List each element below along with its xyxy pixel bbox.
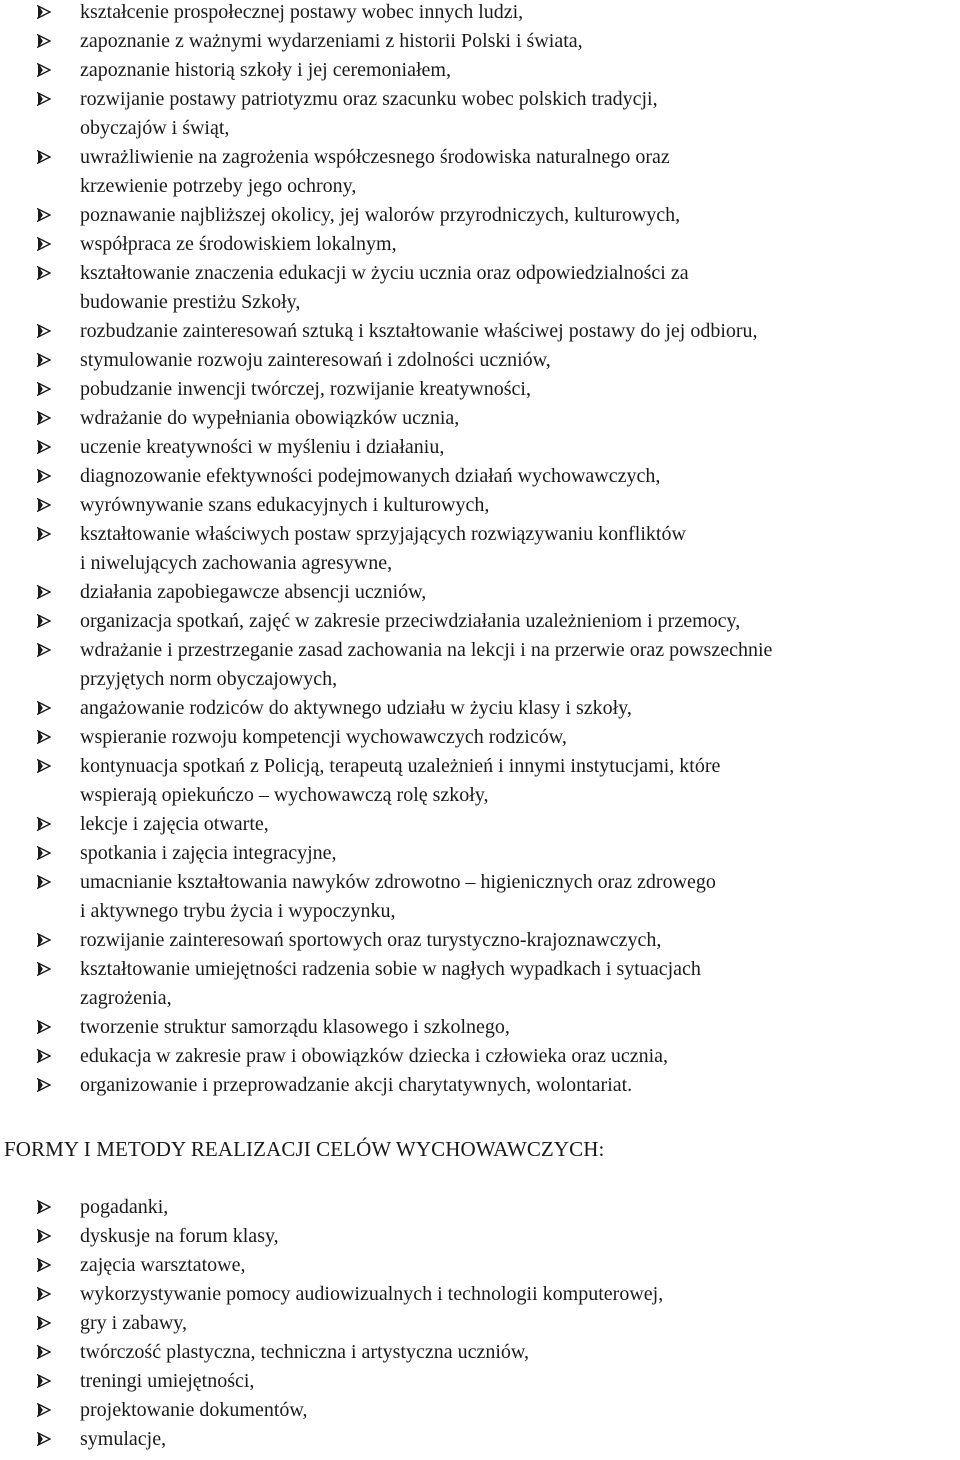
- methods-item: [0, 1367, 960, 1396]
- goals-item-text: kształtowanie umiejętności radzenia sobie w nagłych wypadkach i sytuacjach: [80, 958, 701, 980]
- methods-item-text: wykorzystywanie pomocy audiowizualnych i technologii komputerowej,: [80, 1283, 664, 1305]
- goals-item: [0, 1071, 960, 1100]
- arrowhead-bullet-icon: [37, 585, 51, 599]
- arrowhead-bullet-icon: [37, 1258, 51, 1272]
- arrowhead-bullet-icon: [37, 1200, 51, 1214]
- arrowhead-bullet-icon: [37, 208, 51, 222]
- arrowhead-bullet-icon: [37, 34, 51, 48]
- arrowhead-bullet-icon: [37, 875, 51, 889]
- goals-item: [0, 0, 960, 27]
- arrowhead-bullet-icon: [37, 933, 51, 947]
- arrowhead-bullet-icon: [37, 469, 51, 483]
- arrowhead-bullet-icon: [37, 614, 51, 628]
- methods-item: [0, 1193, 960, 1222]
- goals-item: [0, 317, 960, 346]
- goals-item-text: zagrożenia,: [80, 987, 172, 1009]
- goals-item-text: budowanie prestiżu Szkoły,: [80, 291, 301, 313]
- goals-item-text: rozbudzanie zainteresowań sztuką i kształtowanie właściwej postawy do jej odbioru,: [80, 320, 758, 342]
- methods-item-text: zajęcia warsztatowe,: [80, 1254, 246, 1276]
- methods-item: [0, 1280, 960, 1309]
- arrowhead-bullet-icon: [37, 1316, 51, 1330]
- goals-item: [0, 752, 960, 810]
- methods-item-text: treningi umiejętności,: [80, 1370, 255, 1392]
- goals-item-text: wyrównywanie szans edukacyjnych i kulturowych,: [80, 494, 490, 516]
- goals-item-text: uwrażliwienie na zagrożenia współczesnego środowiska naturalnego oraz: [80, 146, 670, 168]
- goals-item: [0, 85, 960, 143]
- goals-item: [0, 462, 960, 491]
- goals-item-text: krzewienie potrzeby jego ochrony,: [80, 175, 357, 197]
- goals-item: [0, 607, 960, 636]
- arrowhead-bullet-icon: [37, 411, 51, 425]
- arrowhead-bullet-icon: [37, 324, 51, 338]
- methods-item-text: symulacje,: [80, 1428, 167, 1450]
- arrowhead-bullet-icon: [37, 353, 51, 367]
- arrowhead-bullet-icon: [37, 1374, 51, 1388]
- methods-item: [0, 1251, 960, 1280]
- goals-item: [0, 259, 960, 317]
- methods-item: [0, 1338, 960, 1367]
- goals-item-text: angażowanie rodziców do aktywnego udziału w życiu klasy i szkoły,: [80, 697, 632, 719]
- goals-item-text: zapoznanie z ważnymi wydarzeniami z historii Polski i świata,: [80, 30, 583, 52]
- goals-item: [0, 723, 960, 752]
- arrowhead-bullet-icon: [37, 643, 51, 657]
- goals-item-text: umacnianie kształtowania nawyków zdrowotno – higienicznych oraz zdrowego: [80, 871, 716, 893]
- arrowhead-bullet-icon: [37, 440, 51, 454]
- goals-item: [0, 868, 960, 926]
- goals-item-text: pobudzanie inwencji twórczej, rozwijanie kreatywności,: [80, 378, 531, 400]
- goals-item-text: wspieranie rozwoju kompetencji wychowawczych rodziców,: [80, 726, 567, 748]
- goals-item-text: tworzenie struktur samorządu klasowego i szkolnego,: [80, 1016, 510, 1038]
- methods-item: [0, 1396, 960, 1425]
- goals-item-text: poznawanie najbliższej okolicy, jej walorów przyrodniczych, kulturowych,: [80, 204, 681, 226]
- goals-item: [0, 491, 960, 520]
- goals-item: [0, 143, 960, 201]
- goals-item: [0, 520, 960, 578]
- arrowhead-bullet-icon: [37, 1287, 51, 1301]
- goals-item-text: stymulowanie rozwoju zainteresowań i zdolności uczniów,: [80, 349, 551, 371]
- methods-item-text: twórczość plastyczna, techniczna i artystyczna uczniów,: [80, 1341, 530, 1363]
- goals-item: [0, 433, 960, 462]
- goals-item-text: działania zapobiegawcze absencji uczniów,: [80, 581, 427, 603]
- goals-item: [0, 27, 960, 56]
- goals-item-text: i niwelujących zachowania agresywne,: [80, 552, 393, 574]
- goals-item: [0, 955, 960, 1013]
- arrowhead-bullet-icon: [37, 92, 51, 106]
- goals-item-text: rozwijanie postawy patriotyzmu oraz szacunku wobec polskich tradycji,: [80, 88, 658, 110]
- arrowhead-bullet-icon: [37, 382, 51, 396]
- methods-item: [0, 1222, 960, 1251]
- section-heading: FORMY I METODY REALIZACJI CELÓW WYCHOWAWCZYCH:: [4, 1137, 605, 1161]
- arrowhead-bullet-icon: [37, 1020, 51, 1034]
- goals-item: [0, 810, 960, 839]
- goals-item-text: edukacja w zakresie praw i obowiązków dziecka i człowieka oraz ucznia,: [80, 1045, 669, 1067]
- arrowhead-bullet-icon: [37, 527, 51, 541]
- arrowhead-bullet-icon: [37, 1345, 51, 1359]
- goals-item: [0, 839, 960, 868]
- arrowhead-bullet-icon: [37, 759, 51, 773]
- goals-item-text: i aktywnego trybu życia i wypoczynku,: [80, 900, 396, 922]
- goals-item-text: zapoznanie historią szkoły i jej ceremoniałem,: [80, 59, 451, 81]
- goals-item-text: lekcje i zajęcia otwarte,: [80, 813, 269, 835]
- arrowhead-bullet-icon: [37, 1049, 51, 1063]
- goals-item-text: kształtowanie znaczenia edukacji w życiu ucznia oraz odpowiedzialności za: [80, 262, 689, 284]
- goals-item-text: spotkania i zajęcia integracyjne,: [80, 842, 337, 864]
- methods-list: [0, 1193, 960, 1454]
- goals-item-text: kształcenie prospołecznej postawy wobec innych ludzi,: [80, 1, 524, 23]
- arrowhead-bullet-icon: [37, 63, 51, 77]
- goals-item-text: wdrażanie i przestrzeganie zasad zachowania na lekcji i na przerwie oraz powszechnie: [80, 639, 773, 661]
- goals-item-text: organizacja spotkań, zajęć w zakresie przeciwdziałania uzależnieniom i przemocy,: [80, 610, 741, 632]
- goals-item: [0, 1013, 960, 1042]
- goals-item: [0, 694, 960, 723]
- methods-item-text: gry i zabawy,: [80, 1312, 187, 1334]
- arrowhead-bullet-icon: [37, 730, 51, 744]
- goals-item-text: wspierają opiekuńczo – wychowawczą rolę szkoły,: [80, 784, 489, 806]
- arrowhead-bullet-icon: [37, 1403, 51, 1417]
- goals-item-text: obyczajów i świąt,: [80, 117, 230, 139]
- methods-item-text: pogadanki,: [80, 1196, 169, 1218]
- goals-item-text: wdrażanie do wypełniania obowiązków ucznia,: [80, 407, 460, 429]
- goals-item-text: przyjętych norm obyczajowych,: [80, 668, 338, 690]
- goals-item: [0, 578, 960, 607]
- goals-item-text: kontynuacja spotkań z Policją, terapeutą uzależnień i innymi instytucjami, które: [80, 755, 721, 777]
- goals-item: [0, 926, 960, 955]
- methods-item: [0, 1425, 960, 1454]
- arrowhead-bullet-icon: [37, 962, 51, 976]
- goals-item: [0, 346, 960, 375]
- methods-item-text: projektowanie dokumentów,: [80, 1399, 308, 1421]
- goals-item: [0, 230, 960, 259]
- goals-item: [0, 375, 960, 404]
- arrowhead-bullet-icon: [37, 817, 51, 831]
- arrowhead-bullet-icon: [37, 237, 51, 251]
- goals-item: [0, 404, 960, 433]
- goals-item-text: diagnozowanie efektywności podejmowanych działań wychowawczych,: [80, 465, 661, 487]
- goals-item: [0, 636, 960, 694]
- goals-item-text: współpraca ze środowiskiem lokalnym,: [80, 233, 397, 255]
- arrowhead-bullet-icon: [37, 1432, 51, 1446]
- arrowhead-bullet-icon: [37, 1229, 51, 1243]
- arrowhead-bullet-icon: [37, 5, 51, 19]
- goals-item: [0, 201, 960, 230]
- arrowhead-bullet-icon: [37, 150, 51, 164]
- methods-item: [0, 1309, 960, 1338]
- arrowhead-bullet-icon: [37, 701, 51, 715]
- methods-item-text: dyskusje na forum klasy,: [80, 1225, 279, 1247]
- arrowhead-bullet-icon: [37, 846, 51, 860]
- goals-item-text: organizowanie i przeprowadzanie akcji charytatywnych, wolontariat.: [80, 1074, 633, 1096]
- goals-item-text: uczenie kreatywności w myśleniu i działaniu,: [80, 436, 445, 458]
- arrowhead-bullet-icon: [37, 1078, 51, 1092]
- goals-item: [0, 1042, 960, 1071]
- arrowhead-bullet-icon: [37, 266, 51, 280]
- goals-item-text: rozwijanie zainteresowań sportowych oraz turystyczno-krajoznawczych,: [80, 929, 662, 951]
- goals-item-text: kształtowanie właściwych postaw sprzyjających rozwiązywaniu konfliktów: [80, 523, 686, 545]
- arrowhead-bullet-icon: [37, 498, 51, 512]
- goals-item: [0, 56, 960, 85]
